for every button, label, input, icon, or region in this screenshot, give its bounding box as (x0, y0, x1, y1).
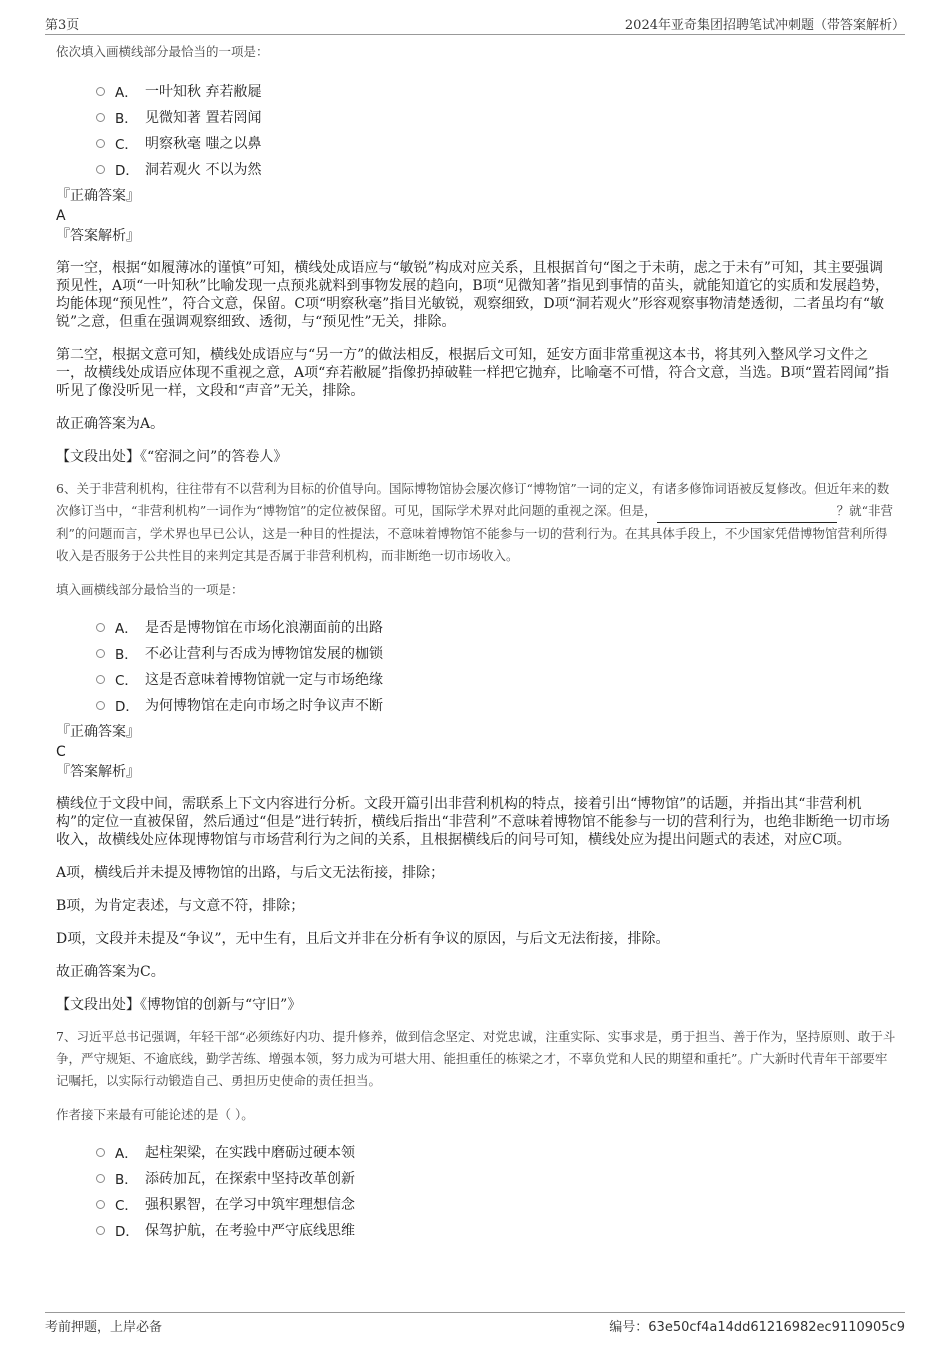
q6-blank-continued (752, 500, 837, 523)
q6-analysis-d: D项，文段并未提及“争议”，无中生有，且后文并非在分析有争议的原因，与后文无法衔接，排除。 (56, 931, 670, 947)
q7-options (96, 1139, 896, 1243)
q5-options (96, 78, 896, 182)
page-number: 第3页 (45, 18, 80, 33)
q6-option-a[interactable]: A． 是否是博物馆在市场化浪潮面前的出路 (96, 614, 896, 640)
q6-options (96, 614, 896, 718)
document-code: 编号：63e50cf4a14dd61216982ec9110905c9 (609, 1320, 905, 1335)
q6-analysis-p1: 横线位于文段中间，需联系上下文内容进行分析。文段开篇引出非营利机构的特点，接着引出“博物馆”的话题，并指出其“非营利机构”的定位一直被保留，然后通过“但是”进行转折，横线后指出“非营利”不意味着博物馆不能参与一切的营利行为，也绝非断绝一切市场收入，故横线处应体现博物馆与市场营利行为之间的关系，且根据横线后的问号可知，横线处应为提出问题式的表述，对应C项。 (56, 796, 890, 848)
page-header (45, 12, 905, 35)
q5-answer: A (56, 208, 66, 224)
radio-icon[interactable] (96, 649, 105, 658)
radio-icon[interactable] (96, 87, 105, 96)
q6-option-d[interactable]: D． 为何博物馆在走向市场之时争议声不断 (96, 692, 896, 718)
q6-blank (657, 500, 752, 523)
q5-prompt: 依次填入画横线部分最恰当的一项是： (56, 44, 269, 59)
q6-source: 【文段出处】《博物馆的创新与“守旧”》 (56, 997, 302, 1013)
q5-analysis-p1: 第一空，根据“如履薄冰的谨慎”可知，横线处成语应与“敏锐”构成对应关系，且根据首句“图之于未萌，虑之于未有”可知，其主要强调预见性，A项“一叶知秋”比喻发现一点预兆就料到事物发展的趋向，B项“见微知著”指见到事情的苗头，就能知道它的实质和发展趋势，均能体现“预见性”，符合文意，保留。C项“明察秋毫”指目光敏锐，观察细致，D项“洞若观火”形容观察事物清楚透彻，二者虽均有“敏锐”之意，但重在强调观察细致、透彻，与“预见性”无关，排除。 (56, 260, 890, 330)
q6-prompt: 填入画横线部分最恰当的一项是： (56, 582, 244, 597)
radio-icon[interactable] (96, 1200, 105, 1209)
q5-option-a[interactable]: A． 一叶知秋 弃若敝屣 (96, 78, 896, 104)
q7-option-a[interactable]: A． 起柱架梁，在实践中磨砺过硬本领 (96, 1139, 896, 1165)
q7-prompt: 作者接下来最有可能论述的是（ ）。 (56, 1107, 254, 1122)
radio-icon[interactable] (96, 1148, 105, 1157)
q7-stem: 7、习近平总书记强调，年轻干部“必须练好内功、提升修养，做到信念坚定、对党忠诚，注重实际、实事求是，勇于担当、善于作为，坚持原则、敢于斗争，严守规矩、不逾底线，勤学苦练、增强本领，努力成为可堪大用、能担重任的栋梁之才，不辜负党和人民的期望和重托”。广大新时代青年干部要牢记嘱托，以实际行动锻造自己、勇担历史使命的责任担当。 (56, 1029, 896, 1088)
q5-conclusion: 故正确答案为A。 (56, 416, 165, 432)
q6-analysis-b: B项，为肯定表述，与文意不符，排除； (56, 898, 305, 914)
q7-option-c[interactable]: C． 强积累智，在学习中筑牢理想信念 (96, 1191, 896, 1217)
q5-option-d[interactable]: D． 洞若观火 不以为然 (96, 156, 896, 182)
radio-icon[interactable] (96, 623, 105, 632)
radio-icon[interactable] (96, 1174, 105, 1183)
q5-analysis-p2: 第二空，根据文意可知，横线处成语应与“另一方”的做法相反，根据后文可知，延安方面非常重视这本书，将其列入整风学习文件之一，故横线处成语应体现不重视之意，A项“弃若敝屣”指像扔掉破鞋一样把它抛弃，比喻毫不可惜，符合文意，当选。B项“置若罔闻”指听见了像没听见一样，文段和“声音”无关，排除。 (56, 347, 890, 399)
q6-stem: 6、关于非营利机构，往往带有不以营利为目标的价值导向。国际博物馆协会屡次修订“博物馆”一词的定义，有诸多修饰词语被反复修改。但近年来的数次修订当中，“非营利机构”一词作为“博物馆”的定位被保留。可见，国际学术界对此问题的重视之深。但是， ？就“非营利”的问题而言，学术界也早已公认，这是一种目的性提法，不意味着博物馆不能参与一切的营利行为。在其具体手段上，不少国家凭借博物馆营利所得收入是否服务于公共性目的来判定其是否属于非营利机构，而非断绝一切市场收入。 (56, 481, 893, 563)
q6-conclusion: 故正确答案为C。 (56, 964, 165, 980)
q5-option-c[interactable]: C． 明察秋毫 嗤之以鼻 (96, 130, 896, 156)
radio-icon[interactable] (96, 1226, 105, 1235)
q5-option-b[interactable]: B． 见微知著 置若罔闻 (96, 104, 896, 130)
footer-slogan: 考前押题，上岸必备 (45, 1320, 163, 1335)
radio-icon[interactable] (96, 139, 105, 148)
q6-answer: C (56, 744, 66, 760)
radio-icon[interactable] (96, 675, 105, 684)
document-title: 2024年亚奇集团招聘笔试冲刺题（带答案解析） (624, 18, 905, 33)
q7-option-b[interactable]: B． 添砖加瓦，在探索中坚持改革创新 (96, 1165, 896, 1191)
q6-option-b[interactable]: B． 不必让营利与否成为博物馆发展的枷锁 (96, 640, 896, 666)
radio-icon[interactable] (96, 113, 105, 122)
q6-analysis-a: A项，横线后并未提及博物馆的出路，与后文无法衔接，排除； (56, 865, 445, 881)
q5-analysis-label: 『答案解析』 (56, 228, 140, 244)
q6-analysis-label: 『答案解析』 (56, 764, 140, 780)
q7-option-d[interactable]: D． 保驾护航，在考验中严守底线思维 (96, 1217, 896, 1243)
radio-icon[interactable] (96, 701, 105, 710)
page-footer (45, 1312, 905, 1337)
q6-option-c[interactable]: C． 这是否意味着博物馆就一定与市场绝缘 (96, 666, 896, 692)
radio-icon[interactable] (96, 165, 105, 174)
page-content (56, 40, 896, 1243)
q5-answer-label: 『正确答案』 (56, 188, 140, 204)
q6-answer-label: 『正确答案』 (56, 724, 140, 740)
q5-source: 【文段出处】《“窑洞之问”的答卷人》 (56, 449, 288, 465)
